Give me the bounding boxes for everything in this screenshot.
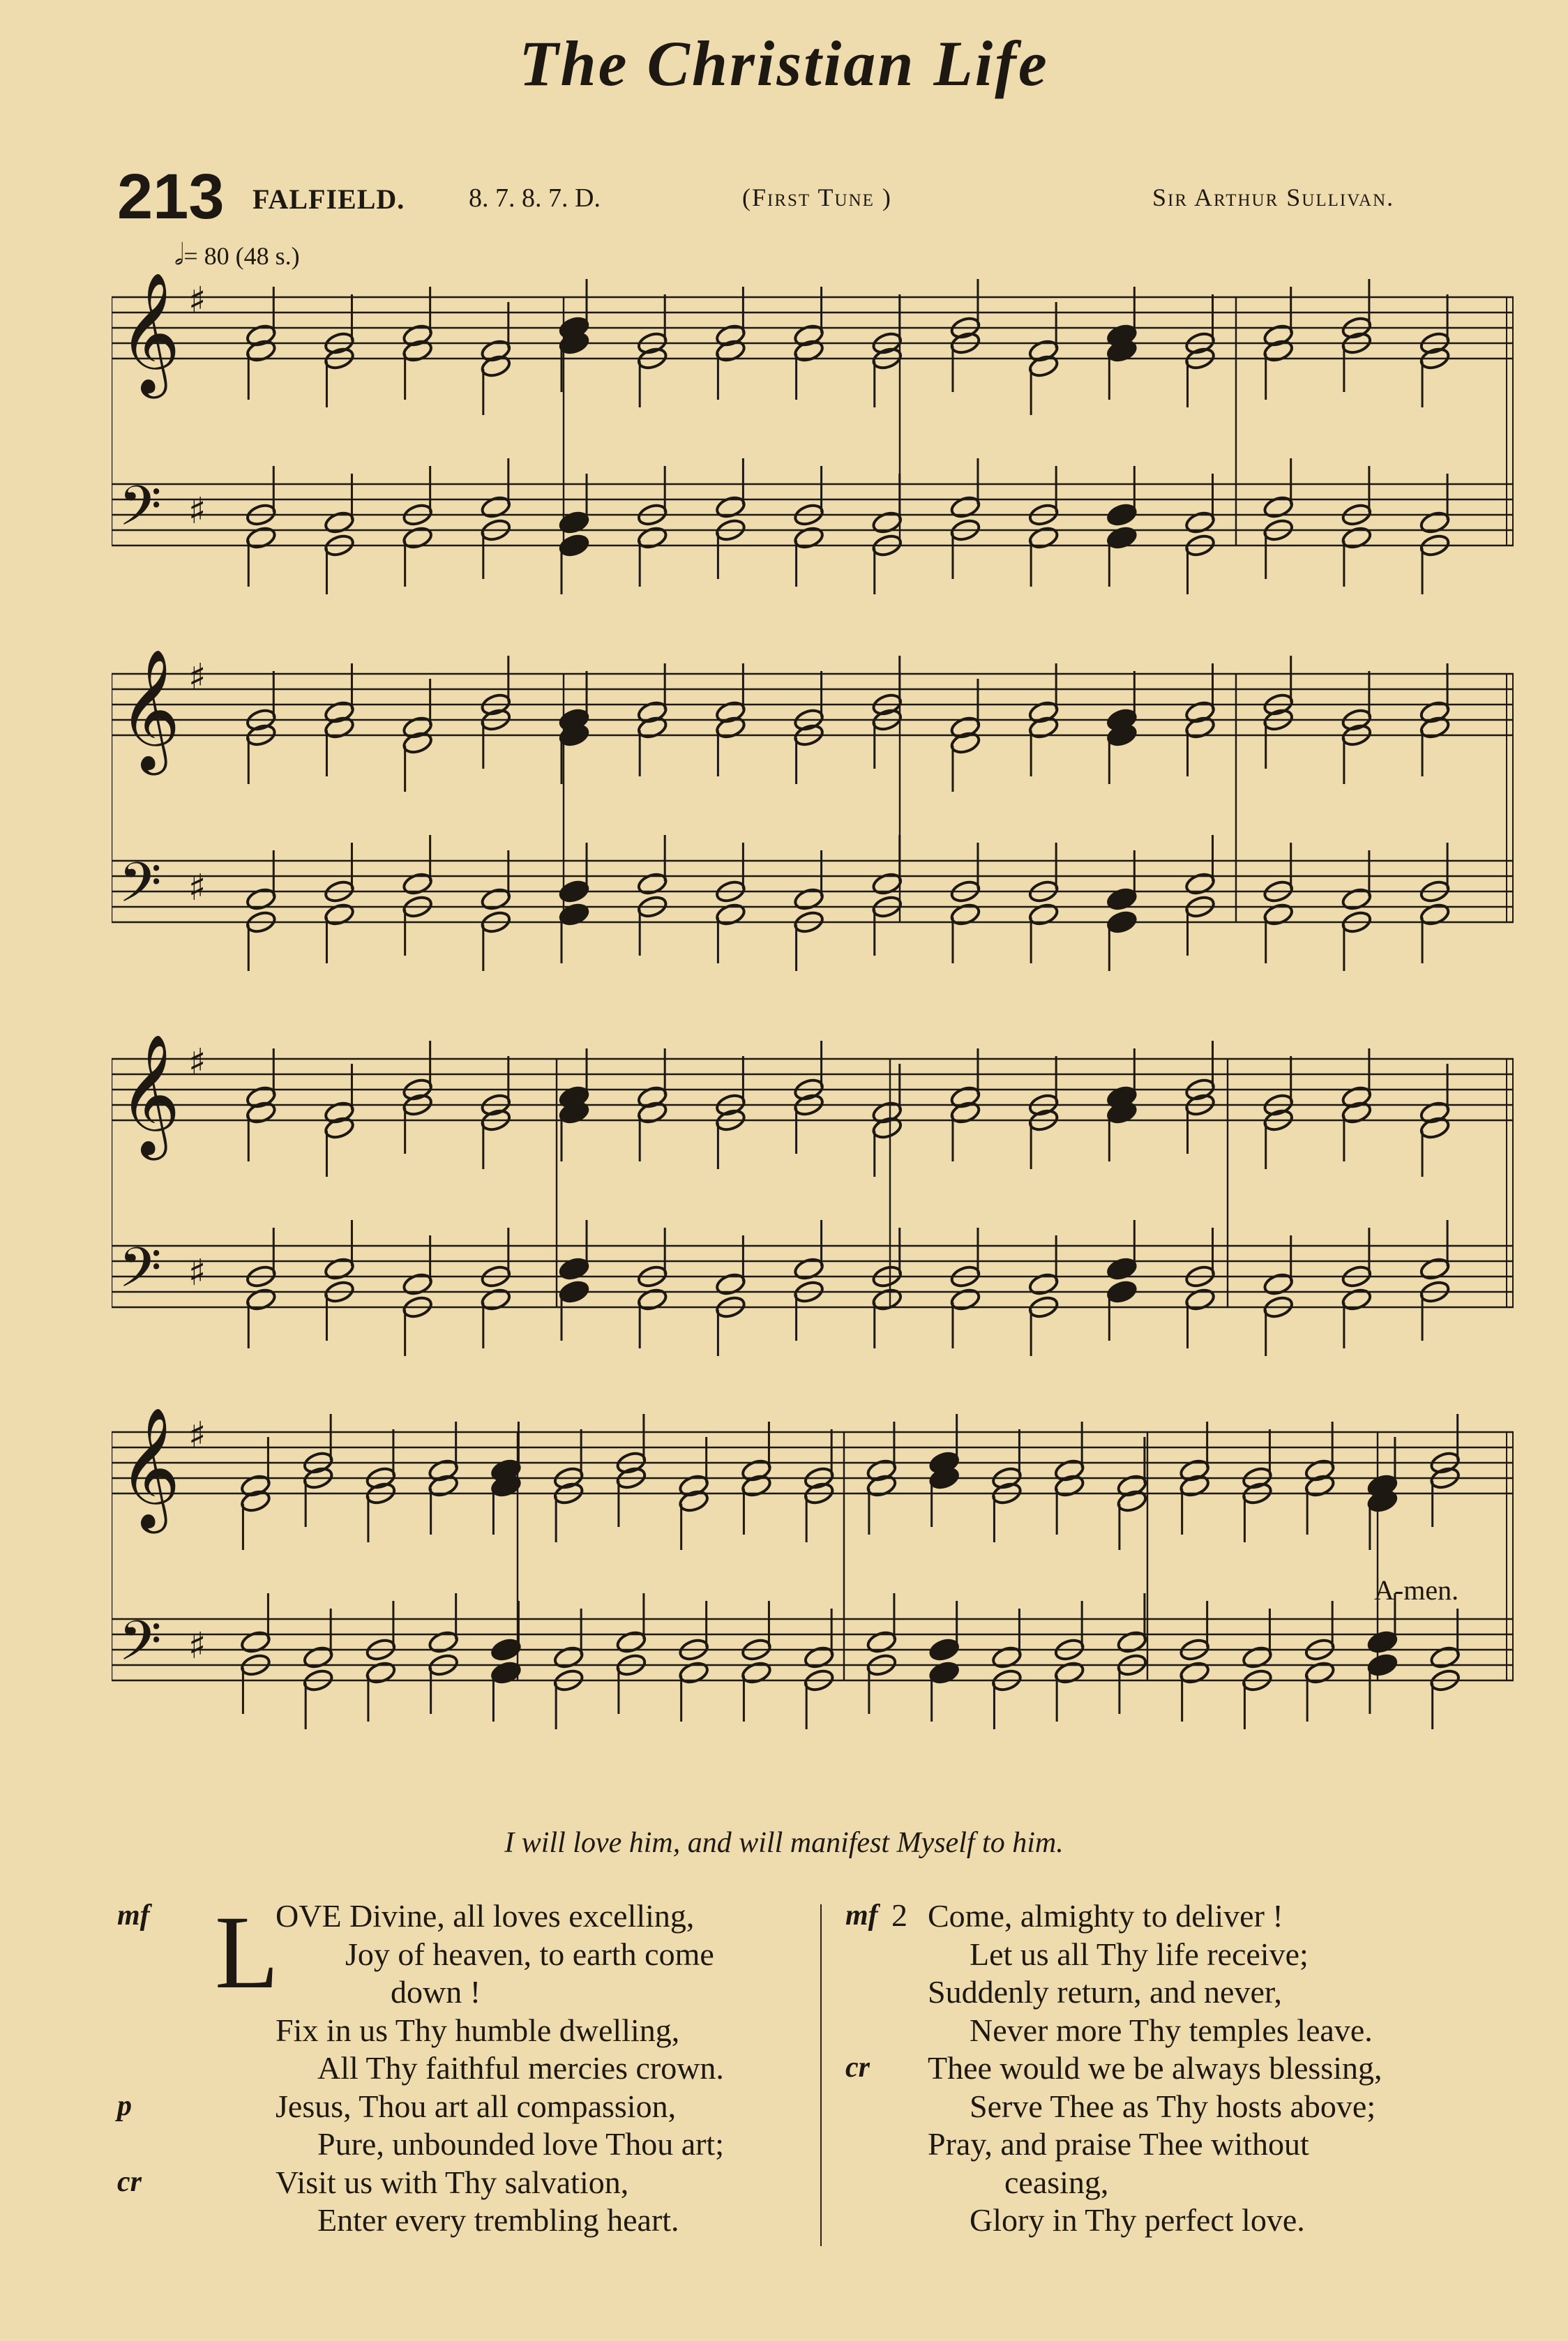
bass-clef-icon: 𝄢 xyxy=(119,1235,162,1313)
note-head xyxy=(558,1256,590,1281)
note-head xyxy=(678,1660,710,1685)
note-head xyxy=(480,1287,512,1312)
verse-line: Come, almighty to deliver ! xyxy=(928,1898,1283,1934)
verse-line: Never more Thy temples leave. xyxy=(970,2012,1373,2048)
verse-line: Glory in Thy perfect love. xyxy=(970,2202,1305,2238)
note-head xyxy=(1341,1287,1373,1312)
note-head xyxy=(1116,1629,1148,1655)
note-head xyxy=(741,1660,773,1685)
note-head xyxy=(402,871,434,896)
note-head xyxy=(793,1256,825,1281)
verse-line: down ! xyxy=(391,1974,481,2010)
note-head xyxy=(1027,525,1060,550)
verse-line: Serve Thee as Thy hosts above; xyxy=(970,2088,1376,2124)
note-head xyxy=(1027,1272,1060,1297)
note-head xyxy=(1184,510,1216,535)
note-head xyxy=(793,887,825,912)
verse-line: Thee would we be always blessing, xyxy=(928,2050,1382,2086)
note-head xyxy=(1429,1645,1461,1670)
note-head xyxy=(1366,1629,1399,1655)
note-head xyxy=(1106,910,1138,935)
note-head xyxy=(302,1645,334,1670)
note-head xyxy=(949,1287,981,1312)
verse-1-dropcap: L xyxy=(215,1895,279,2010)
note-head xyxy=(1262,1272,1295,1297)
verse-line: Suddenly return, and never, xyxy=(928,1974,1282,2010)
note-head xyxy=(1184,1287,1216,1312)
dynamic-mark: cr xyxy=(845,2052,870,2084)
dynamic-mark: mf xyxy=(845,1899,878,1932)
note-head xyxy=(1027,902,1060,927)
note-head xyxy=(1341,887,1373,912)
sharp-icon: ♯ xyxy=(188,1252,206,1294)
note-head xyxy=(324,510,356,535)
note-head xyxy=(803,1645,835,1670)
note-head xyxy=(480,887,512,912)
verse-1 xyxy=(276,1897,724,2240)
note-head xyxy=(615,1629,647,1655)
tempo-text: = 80 (48 s.) xyxy=(183,242,300,270)
sharp-icon: ♯ xyxy=(188,867,206,909)
note-head xyxy=(245,1287,277,1312)
sharp-icon: ♯ xyxy=(188,490,206,532)
note-head xyxy=(871,510,903,535)
note-head xyxy=(1184,871,1216,896)
sharp-icon: ♯ xyxy=(188,1415,206,1456)
page-title: The Christian Life xyxy=(519,28,1049,99)
half-note-icon: 𝅗𝅥 xyxy=(174,237,184,271)
dynamic-mark: p xyxy=(117,2089,132,2122)
note-head xyxy=(1419,902,1451,927)
note-head xyxy=(714,902,746,927)
epigraph: I will love him, and will manifest Myself to him. xyxy=(504,1827,1064,1859)
verse-line: ceasing, xyxy=(1004,2164,1109,2200)
note-head xyxy=(1262,495,1295,520)
treble-clef-icon: 𝄞 xyxy=(119,1407,181,1528)
note-head xyxy=(1304,1660,1336,1685)
amen-label: A-men. xyxy=(1374,1574,1459,1606)
note-head xyxy=(793,525,825,550)
verse-line: Jesus, Thou art all compassion, xyxy=(276,2088,677,2124)
sharp-icon: ♯ xyxy=(188,1625,206,1667)
treble-clef-icon: 𝄞 xyxy=(119,1034,181,1155)
verse-2 xyxy=(928,1897,1382,2240)
note-head xyxy=(1419,1256,1451,1281)
note-head xyxy=(480,495,512,520)
note-head xyxy=(365,1660,397,1685)
note-head xyxy=(928,1637,960,1662)
note-head xyxy=(552,1645,585,1670)
note-head xyxy=(402,1272,434,1297)
note-head xyxy=(871,1287,903,1312)
verse-line: Pure, unbounded love Thou art; xyxy=(317,2126,724,2162)
note-head xyxy=(245,887,277,912)
verse-line: Pray, and praise Thee without xyxy=(928,2126,1309,2162)
music-score xyxy=(112,264,1514,1736)
note-head xyxy=(240,1629,272,1655)
sharp-icon: ♯ xyxy=(188,656,206,698)
verse-line: Visit us with Thy salvation, xyxy=(276,2164,629,2200)
bass-clef-icon: 𝄢 xyxy=(119,474,162,552)
note-head xyxy=(324,902,356,927)
tune-name: FALFIELD. xyxy=(252,183,405,215)
note-head xyxy=(1106,1279,1138,1304)
note-head xyxy=(324,1256,356,1281)
note-head xyxy=(1053,1660,1085,1685)
note-head xyxy=(1366,1653,1399,1678)
note-head xyxy=(866,1629,898,1655)
verse-line: All Thy faithful mercies crown. xyxy=(317,2050,724,2086)
hymn-number: 213 xyxy=(117,161,225,232)
verse-line: Joy of heaven, to earth come xyxy=(345,1936,714,1972)
note-head xyxy=(714,495,746,520)
treble-clef-icon: 𝄞 xyxy=(119,649,181,770)
sharp-icon: ♯ xyxy=(188,280,206,322)
bass-clef-icon: 𝄢 xyxy=(119,850,162,928)
note-head xyxy=(1179,1660,1211,1685)
sharp-icon: ♯ xyxy=(188,1041,206,1083)
note-head xyxy=(1106,887,1138,912)
note-head xyxy=(871,871,903,896)
note-head xyxy=(928,1660,960,1685)
note-head xyxy=(490,1660,522,1685)
note-head xyxy=(1341,525,1373,550)
verse-line: OVE Divine, all loves excelling, xyxy=(276,1898,695,1934)
verse-number: 2 xyxy=(891,1897,907,1933)
composer: Sir Arthur Sullivan. xyxy=(1152,183,1395,211)
dynamic-mark: cr xyxy=(117,2165,142,2198)
column-rule xyxy=(820,1904,822,2246)
bass-clef-icon: 𝄢 xyxy=(119,1609,162,1687)
note-head xyxy=(1419,510,1451,535)
verse-line: Let us all Thy life receive; xyxy=(970,1936,1309,1972)
note-head xyxy=(1106,525,1138,550)
note-head xyxy=(1106,1256,1138,1281)
note-head xyxy=(1242,1645,1274,1670)
note-head xyxy=(714,1272,746,1297)
note-head xyxy=(949,495,981,520)
note-head xyxy=(949,902,981,927)
note-head xyxy=(636,525,668,550)
meter: 8. 7. 8. 7. D. xyxy=(469,183,601,213)
dynamic-mark: mf xyxy=(117,1899,150,1932)
treble-clef-icon: 𝄞 xyxy=(119,272,181,393)
note-head xyxy=(1106,502,1138,527)
note-head xyxy=(558,1279,590,1304)
note-head xyxy=(245,525,277,550)
tune-note: (First Tune ) xyxy=(742,183,892,211)
note-head xyxy=(636,1287,668,1312)
note-head xyxy=(636,871,668,896)
note-head xyxy=(991,1645,1023,1670)
note-head xyxy=(1262,902,1295,927)
verse-line: Enter every trembling heart. xyxy=(317,2202,679,2238)
note-head xyxy=(428,1629,460,1655)
note-head xyxy=(402,525,434,550)
verse-line: Fix in us Thy humble dwelling, xyxy=(276,2012,680,2048)
